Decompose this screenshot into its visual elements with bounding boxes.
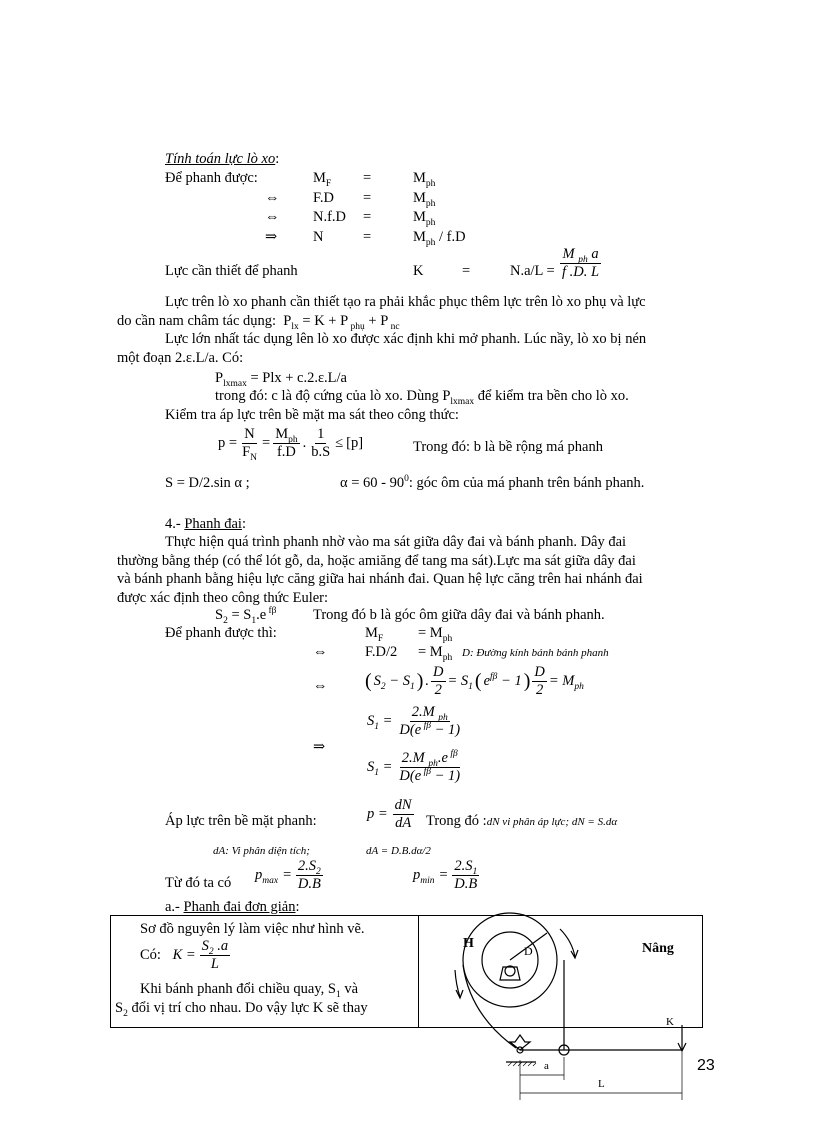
cond-row-rhs: $M_{ph}$ (413, 209, 436, 228)
cond-row-equals: = (363, 209, 372, 225)
pmax-formula: $p_{max}$ = $\frac{2.S_2}{D.B}$ (255, 858, 321, 892)
alpha-formula: $\alpha = 60 - 90^0$: góc ôm của má phanh trên bánh phanh. (340, 474, 645, 491)
belt-r2-lhs: F.D/2 (365, 644, 398, 660)
euler-formula: $S_2 = S_1.e$ $^{f\beta}$ (215, 606, 277, 626)
force-fraction: $\frac{M _{ph} a}{f .D. L}$ (562, 246, 600, 280)
press-label: Áp lực trên bề mặt phanh: (165, 813, 317, 829)
cond-row-symbol: ⇒ (265, 229, 278, 245)
da-note: dA: Vi phân diện tích; (213, 845, 310, 857)
belt-p2: thường bằng thép (có thể lót gỗ, da, hoặc amiăng để tang ma sát).Lực ma sát giữa dây đai (117, 553, 636, 569)
simple-l4: $S_2$ đổi vị trí cho nhau. Do vậy lực K sẽ thay (115, 1000, 368, 1019)
table-divider (418, 915, 419, 1027)
belt-r3-expr: ( $S_2 - S_1$ ) . $\frac{D}{2}$ = $S_1$ ( $e^{f\beta} - 1$ ) $\frac{D}{2}$ = $M_{ph}$ (365, 664, 584, 698)
pressure-note: Trong đó: b là bề rộng má phanh (413, 439, 603, 455)
brake-diagram (420, 905, 720, 1105)
belt-r1-lhs: $M_F$ (365, 625, 384, 644)
hub-bearing (500, 967, 520, 980)
para-7: Kiểm tra áp lực trên bề mặt ma sát theo công thức: (165, 407, 459, 423)
cond-row-symbol: ⇔ (265, 190, 280, 206)
label-d: D (524, 944, 533, 958)
cond-row-lhs: N.f.D (313, 209, 347, 225)
cond-row-rhs: $M_{ph} / f.D$ (413, 229, 466, 248)
cond-row-symbol: ⇔ (265, 209, 280, 225)
belt-r2-rhs: = $M_{ph}$ (418, 644, 453, 663)
s1-formula-b: $S_1$ = $\frac{2.M _{ph}.e ^{f\beta}}{D(e ^{f\beta} - 1)}$ (367, 749, 461, 784)
s1-formula-a: $S_1$ = $\frac{2.M _{ph}}{D(e ^{f\beta} - 1)}$ (367, 704, 461, 738)
cond-row-lhs: $M_F$ (313, 170, 332, 189)
para-6: trong đó: c là độ cứng của lò xo. Dùng $P_{lxmax}$ để kiểm tra bền cho lò xo. (215, 388, 629, 407)
belt-r2-sym: ⇔ (313, 644, 328, 660)
pressure-formula: p = $\frac{N}{F_N}$ = $\frac{M_{ph}}{f.D}$ . $\frac{1}{b.S}$ ≤ [p] (218, 426, 364, 463)
press-formula: p = $\frac{dN}{dA}$ (367, 797, 412, 831)
belt-r3-sym: ⇔ (313, 678, 328, 694)
simple-title: a.- Phanh đai đơn giản: (165, 899, 300, 915)
spring-heading: Tính toán lực lò xo: (165, 151, 280, 167)
cond-row-rhs: $M_{ph}$ (413, 170, 436, 189)
para-3: Lực lớn nhất tác dụng lên lò xo được xác định khi mở phanh. Lúc nầy, lò xo bị nén (165, 331, 647, 347)
para-1: Lực trên lò xo phanh cần thiết tạo ra phải khắc phục thêm lực trên lò xo phụ và lực (165, 294, 646, 310)
cond-row-equals: = (363, 190, 372, 206)
para-2: do cần nam châm tác dụng: $P_{lx} = K + P$ $_{phụ}$ + P $_{nc}$ (117, 313, 400, 332)
cond-row-lhs: F.D (313, 190, 334, 206)
rotation-arrow-right (560, 929, 575, 957)
belt-p4: được xác định theo công thức Euler: (117, 590, 329, 606)
pmin-formula: $p_{min}$ = $\frac{2.S_1}{D.B}$ (413, 858, 478, 892)
force-expr: N.a/L = (510, 263, 555, 279)
plxmax-formula: $P_{lxmax}$ = Plx + c.2.ε.L/a (215, 370, 347, 389)
cond-row-rhs: $M_{ph}$ (413, 190, 436, 209)
cond-label: Để phanh được: (165, 170, 258, 186)
simple-l1: Sơ đồ nguyên lý làm việc như hình vẽ. (140, 921, 365, 937)
press-note: Trong đó :dN vi phân áp lực; dN = S.dα (426, 813, 618, 829)
label-nang: Nâng (642, 941, 674, 956)
from-label: Từ đó ta có (165, 875, 232, 891)
simple-l2: Có: K = $\frac{S_2 .a}{L}$ (140, 938, 229, 972)
simple-l3: Khi bánh phanh đổi chiều quay, $S_1$ và (140, 981, 359, 1000)
page-number: 23 (697, 1057, 715, 1074)
s-formula: S = D/2.sin α ; (165, 475, 250, 491)
pivot (510, 1035, 530, 1050)
belt-cond-label: Để phanh được thì: (165, 625, 277, 641)
para-4: một đoạn 2.ε.L/a. Có: (117, 350, 244, 366)
belt-r4-sym: ⇒ (313, 739, 326, 755)
da-eq: dA = D.B.dα/2 (366, 845, 431, 857)
label-h: H (463, 936, 474, 951)
belt-title: 4.- Phanh đai: (165, 516, 246, 532)
force-k: K (413, 263, 424, 279)
belt-p1: Thực hiện quá trình phanh nhờ vào ma sát giữa dây đai và bánh phanh. Dây đai (165, 534, 627, 550)
cond-row-equals: = (363, 170, 372, 186)
force-eq: = (462, 263, 471, 279)
belt-r2-note: D: Đường kính bánh bánh phanh (462, 647, 609, 659)
belt-p3: và bánh phanh bằng hiệu lực căng giữa hai nhánh đai. Quan hệ lực căng trên hai nhánh đai (117, 571, 643, 587)
belt-r1-rhs: = $M_{ph}$ (418, 625, 453, 644)
label-a: a (544, 1060, 549, 1072)
cond-row-equals: = (363, 229, 372, 245)
cond-row-lhs: N (313, 229, 324, 245)
label-l: L (598, 1078, 605, 1090)
label-k: K (666, 1016, 674, 1028)
euler-note: Trong đó b là góc ôm giữa dây đai và bánh phanh. (313, 607, 605, 623)
force-label: Lực cần thiết để phanh (165, 263, 298, 279)
